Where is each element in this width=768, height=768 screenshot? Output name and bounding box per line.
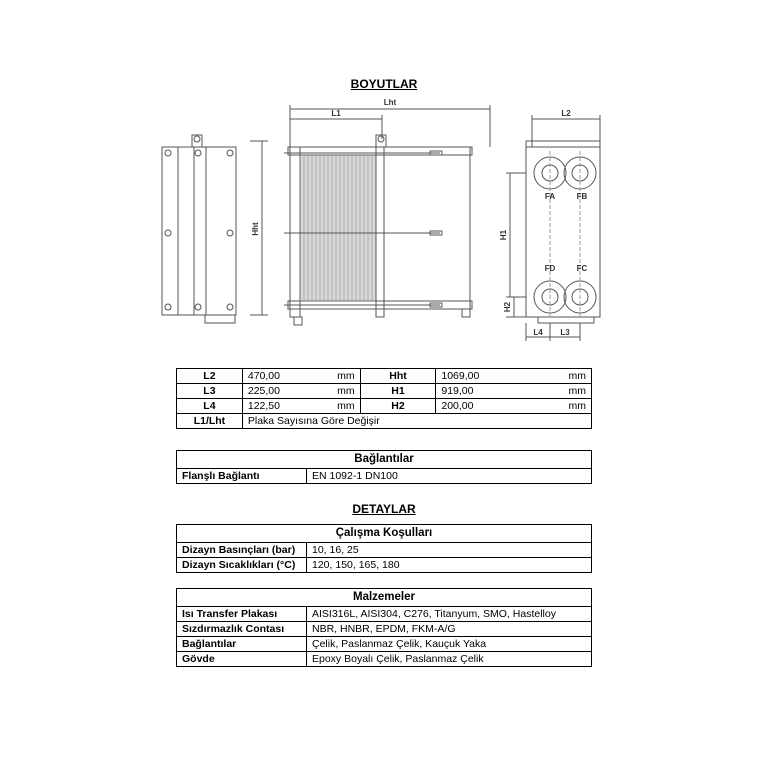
row-key: Bağlantılar (177, 637, 307, 652)
dim-unit: mm (496, 369, 592, 384)
table-row (177, 622, 592, 637)
conditions-table (176, 524, 592, 573)
row-key: Gövde (177, 652, 307, 667)
table-row (177, 652, 592, 667)
l3-label: L3 (560, 328, 570, 337)
dim-key: H1 (360, 384, 436, 399)
dim-key: L2 (177, 369, 243, 384)
h2-label: H2 (503, 301, 512, 313)
fd-label: FD (544, 264, 556, 273)
lht-label: Lht (383, 98, 397, 107)
l1-label: L1 (331, 109, 341, 118)
details-title: DETAYLAR (352, 502, 416, 516)
l2-label: L2 (561, 109, 571, 118)
table-header (177, 525, 592, 543)
table-row (177, 384, 592, 399)
dimensions-table (176, 368, 592, 429)
conditions-title: Çalışma Koşulları (177, 525, 592, 543)
table-row (177, 607, 592, 622)
front-view (284, 105, 490, 325)
row-value: NBR, HNBR, EPDM, FKM-A/G (307, 622, 592, 637)
row-value: Çelik, Paslanmaz Çelik, Kauçuk Yaka (307, 637, 592, 652)
row-value: 10, 16, 25 (307, 543, 592, 558)
row-key: Flanşlı Bağlantı (177, 469, 307, 484)
row-value: EN 1092-1 DN100 (307, 469, 592, 484)
dim-key: L4 (177, 399, 243, 414)
dim-value: 1069,00 (436, 369, 496, 384)
table-row (177, 399, 592, 414)
dim-key: H2 (360, 399, 436, 414)
connections-title: Bağlantılar (177, 451, 592, 469)
technical-drawing (150, 95, 610, 345)
row-value: AISI316L, AISI304, C276, Titanyum, SMO, Hastelloy (307, 607, 592, 622)
table-header (177, 451, 592, 469)
dim-value: 225,00 (242, 384, 302, 399)
dim-unit: mm (302, 369, 360, 384)
materials-title: Malzemeler (177, 589, 592, 607)
h1-label: H1 (499, 229, 508, 241)
table-row (177, 414, 592, 429)
fb-label: FB (576, 192, 588, 201)
row-value: 120, 150, 165, 180 (307, 558, 592, 573)
dim-value: 919,00 (436, 384, 496, 399)
table-row (177, 369, 592, 384)
hht-label: Hht (251, 222, 260, 236)
table-row (177, 637, 592, 652)
fc-label: FC (576, 264, 588, 273)
table-row (177, 469, 592, 484)
end-view (506, 115, 600, 341)
dim-value: 122,50 (242, 399, 302, 414)
l4-label: L4 (533, 328, 543, 337)
dim-unit: mm (302, 399, 360, 414)
dim-key: L3 (177, 384, 243, 399)
table-row (177, 543, 592, 558)
dim-key: Hht (360, 369, 436, 384)
connections-table (176, 450, 592, 484)
fa-label: FA (544, 192, 556, 201)
table-header (177, 589, 592, 607)
row-value: Epoxy Boyalı Çelik, Paslanmaz Çelik (307, 652, 592, 667)
dim-value: Plaka Sayısına Göre Değişir (242, 414, 591, 429)
dim-value: 200,00 (436, 399, 496, 414)
dim-value: 470,00 (242, 369, 302, 384)
dimensions-title: BOYUTLAR (350, 77, 418, 91)
row-key: Dizayn Basınçları (bar) (177, 543, 307, 558)
row-key: Isı Transfer Plakası (177, 607, 307, 622)
dim-unit: mm (496, 384, 592, 399)
row-key: Sızdırmazlık Contası (177, 622, 307, 637)
dim-unit: mm (496, 399, 592, 414)
dim-key: L1/Lht (177, 414, 243, 429)
dim-unit: mm (302, 384, 360, 399)
table-row (177, 558, 592, 573)
materials-table (176, 588, 592, 667)
row-key: Dizayn Sıcaklıkları (°C) (177, 558, 307, 573)
